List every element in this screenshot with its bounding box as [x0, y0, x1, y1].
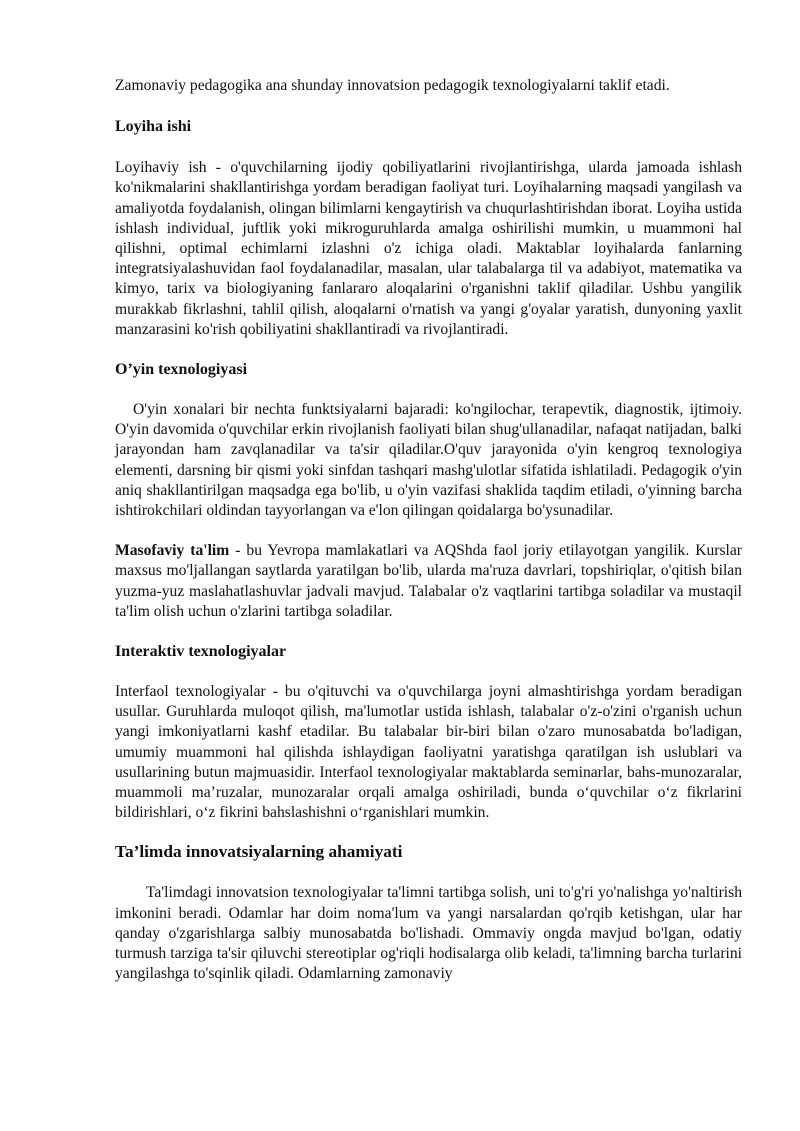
paragraph-talimda-innovatsiyalar: Ta'limdagi innovatsion texnologiyalar ta'limni tartibga solish, uni to'g'ri yo'nalishga yo'naltirish imkonini beradi. Odamlar har doim noma'lum va yangi narsalardan qo'rqib ketishgan, ular har qanday o'zgarishlarga salbiy munosabatda bo'lishadi. Ommaviy ongda mavjud bo'lgan, odatiy turmush tarziga ta'sir qiluvchi stereotiplar og'riqli hodisalarga olib keladi, ta'limning barcha turlarini yangilashga to'sqinlik qiladi. Odamlarning zamonaviy [115, 884, 742, 983]
heading-interaktiv-texnologiyalar: Interaktiv texnologiyalar [115, 643, 287, 661]
heading-oyin-texnologiyasi: O’yin texnologiyasi [115, 361, 248, 379]
paragraph-oyin-texnologiyasi: O'yin xonalari bir nechta funktsiyalarni bajaradi: ko'ngilochar, terapevtik, diagnostik, ijtimoiy. O'yin davomida o'quvchilar erkin rivojlanish faoliyati bilan shug'ullanadilar, nafaqat natijadan, balki jarayondan ham zavqlanadilar va ta'sir qiladilar.O'quv jarayonida o'yin kengroq texnologiya elementi, darsning bir qismi yoki sinfdan tashqari mashg'ulotlar sifatida ishlatiladi. Pedagogik o'yin aniq shakllantirilgan maqsadga ega bo'lib, u o'yin vazifasi shaklida taqdim etiladi, o'yinning barcha ishtirokchilari oldindan tayyorlangan va e'lon qilingan qoidalarga bo'ysunadilar. [115, 401, 742, 520]
paragraph-masofaviy-talim [115, 541, 742, 622]
document-page [115, 76, 742, 985]
intro-paragraph: Zamonaviy pedagogika ana shunday innovatsion pedagogik texnologiyalarni taklif etadi. [115, 77, 670, 94]
text-masofaviy-talim: - bu Yevropa mamlakatlari va AQShda faol joriy etilayotgan yangilik. Kurslar maxsus mo'ljallangan saytlarda yaratilgan bo'lib, ularda ma'ruza davrlari, topshiriqlar, o'qitish bilan yuzma-yuz maslahatlashuvlar jadvali mavjud. Talabalar o'z vaqtlarini tartibga soladilar va mustaqil ta'lim olish uchun o'zlarini tartibga soladilar. [115, 542, 743, 620]
paragraph-interaktiv-texnologiyalar: Interfaol texnologiyalar - bu o'qituvchi va o'quvchilarga joyni almashtirishga yordam beradigan usullar. Guruhlarda muloqot qilish, ma'lumotlar ustida ishlash, talabalar o'z-o'zini o'rganish uchun yangi imkoniyatlarni kashf etadilar. Bu talabalar bir-biri bilan o'zaro munosabatda bo'ladigan, umumiy muammoni hal qilishda ishlaydigan faoliyatni yaratishga qaratilgan ish uslublari va usullarining butun majmuasidir. Interfaol texnologiyalar maktablarda seminarlar, bahs-munozaralar, muammoli ma’ruzalar, munozaralar orqali amalga oshiriladi, bunda o‘quvchilar o‘z fikrlarini bildirishlari, o‘z fikrini bahslashishni o‘rganishlari mumkin. [115, 683, 742, 822]
lead-masofaviy-talim: Masofaviy ta'lim [115, 542, 230, 560]
heading-talimda-innovatsiyalar: Ta’limda innovatsiyalarning ahamiyati [115, 842, 403, 862]
heading-loyiha-ishi: Loyiha ishi [115, 118, 192, 136]
paragraph-loyiha-ishi: Loyihaviy ish - o'quvchilarning ijodiy qobiliyatlarini rivojlantirishga, ularda jamoada ishlash ko'nikmalarini shakllantirishga yordam beradigan faoliyat turi. Loyihalarning maqsadi yangilash va amaliyotda foydalanish, olingan bilimlarni kengaytirish va chuqurlashtirishdan iborat. Loyiha ustida ishlash individual, juftlik yoki mikroguruhlarda amalga oshirilishi mumkin, u muammoni hal qilishni, optimal echimlarni izlashni o'z ichiga oladi. Maktablar loyihalarda fanlarning integratsiyalashuvidan faol foydalanadilar, masalan, ular talabalarga til va adabiyot, matematika va kimyo, tarix va biologiyaning fanlararo aloqalarini o'rganishni taklif qiladilar. Ushbu yangilik murakkab fikrlashni, tahlil qilish, aloqalarni o'rnatish va yangi g'oyalar yaratish, dunyoning yaxlit manzarasini ko'rish qobiliyatini shakllantiradi va rivojlantiradi. [115, 159, 742, 338]
